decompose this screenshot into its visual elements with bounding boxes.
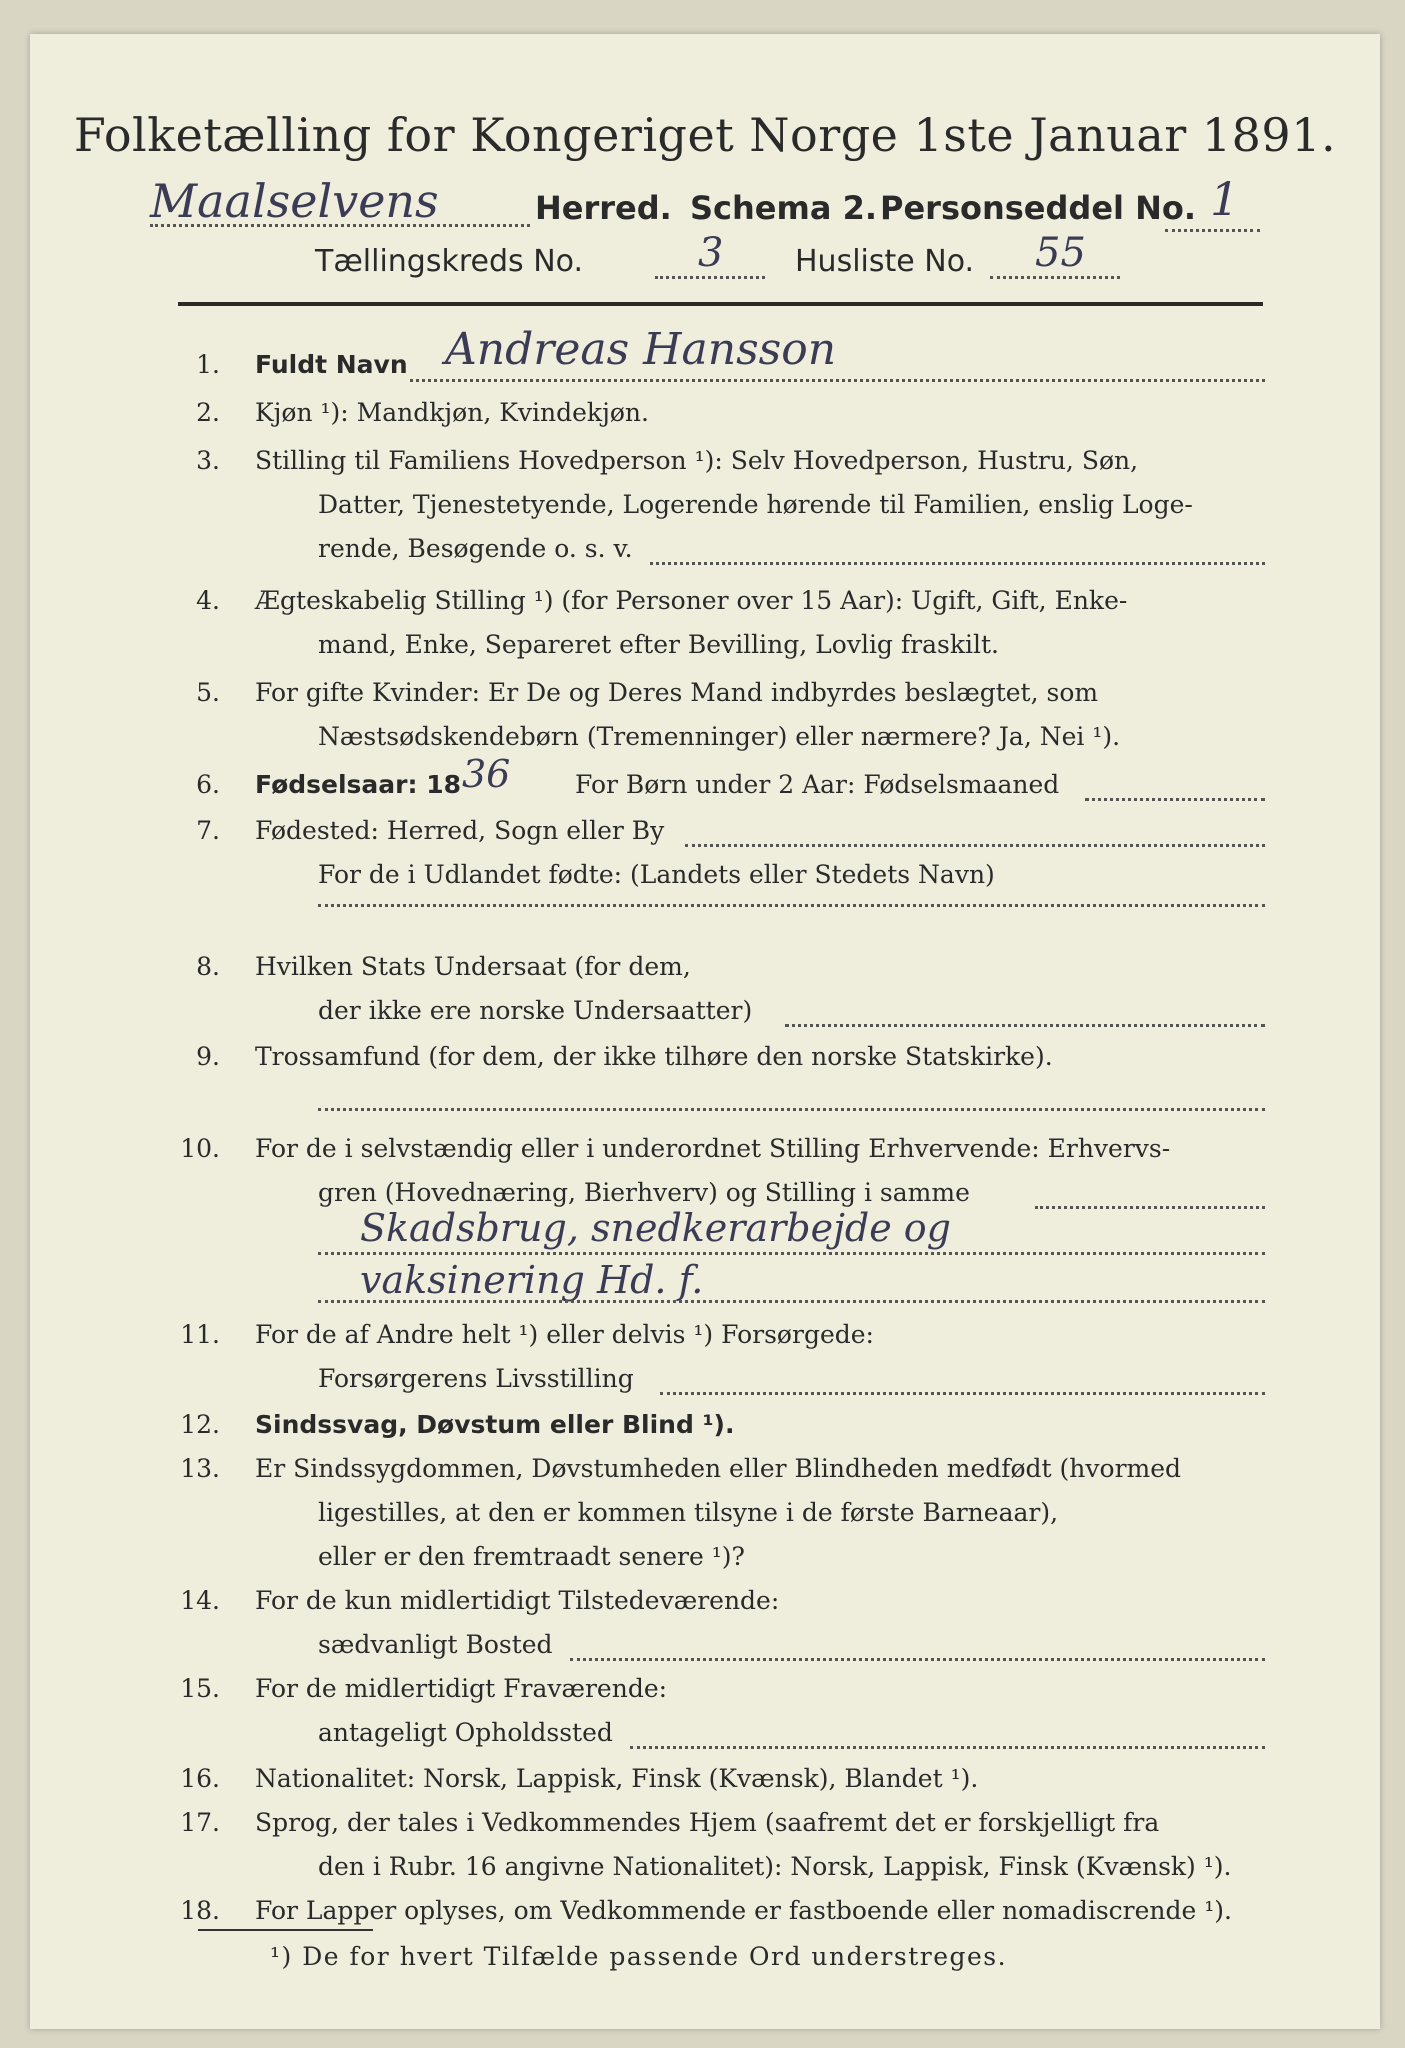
item-number: 1. [196, 350, 220, 379]
item-text: Hvilken Stats Undersaat (for dem, [255, 952, 691, 981]
occupation-value: vaksinering Hd. f. [360, 1258, 704, 1302]
footnote: ¹) De for hvert Tilfælde passende Ord understreges. [270, 1942, 1008, 1971]
item-text: eller er den fremtraadt senere ¹)? [318, 1542, 745, 1571]
item-text: Kjøn ¹): Mandkjøn, Kvindekjøn. [255, 398, 649, 427]
item-number: 2. [196, 398, 220, 427]
taellingskreds-value: 3 [698, 230, 724, 276]
item-dots [630, 1746, 1265, 1749]
item-text: der ikke ere norske Undersaatter) [318, 996, 753, 1025]
item-text: sædvanligt Bosted [318, 1630, 553, 1659]
item-number: 13. [180, 1454, 220, 1483]
item-text: Sprog, der tales i Vedkommendes Hjem (saafremt det er forskjelligt fra [255, 1808, 1160, 1837]
schema-label: Schema 2. [690, 189, 877, 227]
item-text: Stilling til Familiens Hovedperson ¹): Selv Hovedperson, Hustru, Søn, [255, 446, 1139, 475]
census-form [30, 34, 1380, 2029]
item-number: 8. [196, 952, 220, 981]
item-number: 18. [180, 1896, 220, 1925]
item-dots [650, 562, 1265, 565]
item-text: Er Sindssygdommen, Døvstumheden eller Blindheden medfødt (hvormed [255, 1454, 1182, 1483]
husliste-label: Husliste No. [795, 244, 975, 279]
herred-dots [150, 224, 530, 227]
item-label: Fuldt Navn [255, 350, 408, 379]
item-number: 15. [180, 1674, 220, 1703]
item-text: mand, Enke, Separeret efter Bevilling, Lovlig fraskilt. [318, 630, 999, 659]
item-dots [1085, 798, 1265, 801]
item-dots [318, 1108, 1265, 1111]
item-text: For de kun midlertidigt Tilstedeværende: [255, 1586, 780, 1615]
item-number: 17. [180, 1808, 220, 1837]
item-text: Nationalitet: Norsk, Lappisk, Finsk (Kvænsk), Blandet ¹). [255, 1764, 979, 1793]
item-dots [410, 379, 1265, 382]
birth-year-value: 36 [462, 752, 511, 796]
item-text: For de i selvstændig eller i underordnet Stilling Erhvervende: Erhvervs- [255, 1134, 1171, 1163]
item-text: Trossamfund (for dem, der ikke tilhøre den norske Statskirke). [255, 1042, 1053, 1071]
footnote-rule [198, 1929, 373, 1931]
item-dots [785, 1024, 1265, 1027]
item-number: 4. [196, 586, 220, 615]
item-dots [1035, 1206, 1265, 1209]
taellingskreds-label: Tællingskreds No. [315, 244, 583, 279]
item-text: For de i Udlandet fødte: (Landets eller Stedets Navn) [318, 860, 995, 889]
item-text: For gifte Kvinder: Er De og Deres Mand indbyrdes beslægtet, som [255, 678, 1099, 707]
item-number: 14. [180, 1586, 220, 1615]
form-title: Folketælling for Kongeriget Norge 1ste Januar 1891. [73, 108, 1337, 162]
personseddel-label: Personseddel No. [880, 189, 1197, 227]
item-dots [660, 1392, 1265, 1395]
full-name-value: Andreas Hansson [445, 324, 837, 375]
item-number: 10. [180, 1134, 220, 1163]
item-text: Forsørgerens Livsstilling [318, 1364, 634, 1393]
item-text: rende, Besøgende o. s. v. [318, 534, 633, 563]
item-text: For de af Andre helt ¹) eller delvis ¹) Forsørgede: [255, 1320, 874, 1349]
item-number: 6. [196, 770, 220, 799]
item-text: antageligt Opholdssted [318, 1718, 613, 1747]
item-text: ligestilles, at den er kommen tilsyne i de første Barneaar), [318, 1498, 1059, 1527]
item-text: For Børn under 2 Aar: Fødselsmaaned [575, 770, 1060, 799]
item-text: Fødselsaar: 18 [255, 770, 461, 799]
herred-value: Maalselvens [150, 174, 439, 228]
item-number: 12. [180, 1410, 220, 1439]
item-dots [318, 1300, 1265, 1303]
item-number: 16. [180, 1764, 220, 1793]
occupation-value: Skadsbrug, snedkerarbejde og [360, 1206, 951, 1250]
item-dots [318, 1252, 1265, 1255]
personseddel-dots [1165, 229, 1260, 232]
item-text: For de midlertidigt Fraværende: [255, 1674, 668, 1703]
item-number: 9. [196, 1042, 220, 1071]
item-text: gren (Hovednæring, Bierhverv) og Stilling i samme [318, 1178, 970, 1207]
item-text: Sindssvag, Døvstum eller Blind ¹). [255, 1410, 735, 1439]
herred-label: Herred. [535, 189, 672, 227]
husliste-value: 55 [1035, 230, 1086, 276]
taellingskreds-dots [655, 276, 765, 279]
item-dots [685, 844, 1265, 847]
husliste-dots [990, 276, 1120, 279]
item-dots [570, 1658, 1265, 1661]
item-number: 5. [196, 678, 220, 707]
item-text: Næstsødskendebørn (Tremenninger) eller nærmere? Ja, Nei ¹). [318, 722, 1121, 751]
personseddel-value: 1 [1210, 172, 1240, 226]
item-dots [318, 904, 1265, 907]
item-number: 3. [196, 446, 220, 475]
item-text: den i Rubr. 16 angivne Nationalitet): Norsk, Lappisk, Finsk (Kvænsk) ¹). [318, 1852, 1232, 1881]
item-text: Ægteskabelig Stilling ¹) (for Personer over 15 Aar): Ugift, Gift, Enke- [255, 586, 1128, 615]
item-text: Datter, Tjenestetyende, Logerende hørende til Familien, enslig Loge- [318, 490, 1193, 519]
item-number: 11. [180, 1320, 220, 1349]
item-text: For Lapper oplyses, om Vedkommende er fastboende eller nomadiscrende ¹). [255, 1896, 1232, 1925]
item-text: Fødested: Herred, Sogn eller By [255, 816, 665, 845]
header-rule [178, 302, 1263, 306]
item-number: 7. [196, 816, 220, 845]
